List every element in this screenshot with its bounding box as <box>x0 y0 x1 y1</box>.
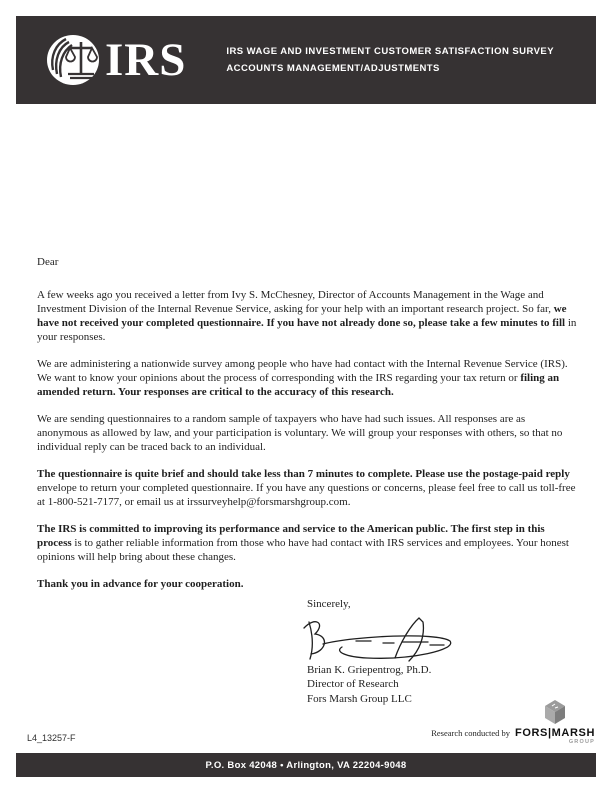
footer-address: P.O. Box 42048 • Arlington, VA 22204-9048 <box>205 759 407 771</box>
paragraph-1 <box>37 288 578 344</box>
paragraph-6 <box>37 577 578 591</box>
paragraph-5-text: is to gather reliable information from those who have had contact with IRS services and employees. Your honest opinions will help bring about these changes. <box>37 537 569 563</box>
letter-body <box>37 255 578 604</box>
paragraph-5 <box>37 522 578 564</box>
footer-band <box>16 753 596 777</box>
irs-wordmark: IRS <box>105 33 187 86</box>
paragraph-3 <box>37 412 578 454</box>
research-credit-label: Research conducted by <box>431 728 511 738</box>
paragraph-1-bold: we have not received your completed questionnaire. If you have not already done so, please take a few minutes to fill <box>37 303 568 329</box>
fors-marsh-group-label: GROUP <box>568 739 595 745</box>
salutation: Dear <box>37 256 59 268</box>
fors-marsh-wordmark: FORS|MARSH <box>515 727 595 739</box>
paragraph-2 <box>37 357 578 399</box>
header-band <box>16 16 596 104</box>
signer-title: Director of Research <box>307 678 399 690</box>
fors-marsh-logo <box>515 700 595 746</box>
paragraph-2-bold: filing an amended return. Your responses are critical to the accuracy of this research. <box>37 372 560 398</box>
signer-org: Fors Marsh Group LLC <box>307 692 412 705</box>
paragraph-5-bold: The IRS is committed to improving its performance and service to the American public. The first step in this process <box>37 523 545 549</box>
form-code: L4_13257-F <box>27 733 76 743</box>
signer-name: Brian K. Griepentrog, Ph.D. <box>307 663 432 676</box>
paragraph-1-text: A few weeks ago you received a letter from Ivy S. McChesney, Director of Accounts Management in the Wage and Investment Division of the Internal Revenue Service, asking for your help with an important research project. So far, <box>37 289 554 315</box>
paragraph-4-bold: The questionnaire is quite brief and should take less than 7 minutes to complete. Please use the postage-paid reply <box>37 468 570 480</box>
irs-logo <box>46 34 186 86</box>
paragraph-4 <box>37 467 578 509</box>
research-credit-block <box>431 700 595 746</box>
signature-icon <box>299 614 459 662</box>
paragraph-1-text-end: in your responses. <box>37 317 577 343</box>
closing: Sincerely, <box>307 598 351 610</box>
paragraph-4-text: envelope to return your completed questionnaire. If you have any questions or concerns, please feel free to call us toll-free at 1-800-521-7177, or email us at irssurveyhelp@forsmarshgroup.com. <box>37 482 576 508</box>
signature-block <box>307 597 459 706</box>
fors-marsh-cube-icon <box>543 700 567 726</box>
irs-eagle-icon <box>46 34 100 86</box>
paragraph-6-bold: Thank you in advance for your cooperation. <box>37 578 244 590</box>
paragraph-2-text: We are administering a nationwide survey among people who have had contact with the Internal Revenue Service (IRS). We want to know your opinions about the process of corresponding with the IRS regarding your tax return or <box>37 358 568 384</box>
survey-title-line1: IRS WAGE AND INVESTMENT CUSTOMER SATISFACTION SURVEY <box>226 46 554 57</box>
header-titles <box>226 43 554 77</box>
paragraph-3-text: We are sending questionnaires to a random sample of taxpayers who have had such issues. All responses are as anonymous as allowed by law, and your participation is voluntary. We will group your responses with others, so that no individual reply can be traced back to an individual. <box>37 413 563 453</box>
survey-title-line2: ACCOUNTS MANAGEMENT/ADJUSTMENTS <box>226 63 440 74</box>
